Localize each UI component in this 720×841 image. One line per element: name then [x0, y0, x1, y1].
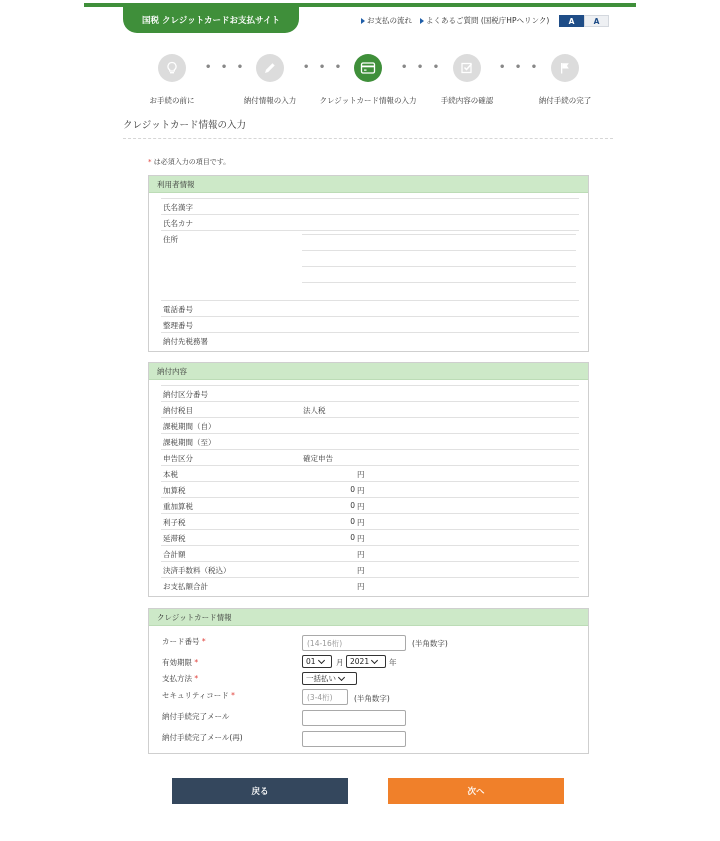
required-note-text: は必須入力の項目です。 [153, 158, 231, 166]
yen-unit: 円 [357, 470, 365, 479]
expiry-month-value: 01 [306, 657, 316, 666]
email-label: 納付手続完了メール [162, 712, 230, 721]
required-note [148, 157, 230, 167]
card-info-panel [148, 608, 589, 754]
row-label: 延滞税 [163, 534, 186, 543]
row-label: 利子税 [163, 518, 186, 527]
month-unit: 月 [336, 658, 344, 667]
row-label: 氏名漢字 [163, 203, 193, 212]
payment-flow-link-label: お支払の流れ [367, 16, 412, 25]
table-row [161, 385, 579, 401]
card-number-hint: (半角数字) [412, 639, 448, 648]
step-separator-dots: • • • [303, 62, 345, 73]
amount-row [161, 561, 579, 577]
row-label: 本税 [163, 470, 178, 479]
page-title: クレジットカード情報の入力 [123, 120, 246, 131]
user-info-heading: 利用者情報 [149, 176, 588, 193]
required-mark: * [148, 158, 152, 166]
required-mark: * [201, 637, 206, 646]
address-line [302, 266, 576, 267]
font-size-small-button[interactable]: A [559, 15, 584, 27]
table-row [161, 433, 579, 449]
step-2-label: 納付情報の入力 [243, 96, 297, 105]
payment-flow-link[interactable] [361, 15, 412, 26]
checklist-icon [460, 61, 474, 75]
yen-unit: 円 [357, 502, 365, 511]
yen-unit: 円 [357, 486, 365, 495]
row-label: 納付区分番号 [163, 390, 208, 399]
triangle-right-icon [361, 18, 365, 24]
security-code-label-text: セキュリティコード [162, 691, 229, 700]
faq-link-label: よくあるご質問 (国税庁HPへリンク) [426, 16, 550, 25]
step-2-circle [256, 54, 284, 82]
amount-row [161, 465, 579, 481]
payment-info-panel [148, 362, 589, 597]
amount-row [161, 513, 579, 529]
yen-unit: 円 [357, 518, 365, 527]
row-label: 納付先税務署 [163, 337, 208, 346]
back-button[interactable]: 戻る [172, 778, 348, 804]
table-row [161, 401, 579, 417]
row-amount: 0 [350, 485, 355, 494]
site-logo-text: 国税 クレジットカードお支払サイト [142, 15, 280, 26]
row-amount: 0 [350, 533, 355, 542]
step-1-circle [158, 54, 186, 82]
email-input[interactable] [302, 710, 406, 726]
step-separator-dots: • • • [205, 62, 247, 73]
step-separator-dots: • • • [499, 62, 541, 73]
table-row [161, 214, 579, 230]
table-row [161, 230, 579, 300]
row-value: 法人税 [303, 406, 326, 415]
table-row [161, 198, 579, 214]
amount-row [161, 577, 579, 593]
security-code-hint: (半角数字) [354, 694, 390, 703]
flag-icon [558, 61, 572, 75]
required-mark: * [231, 691, 235, 700]
row-label: 住所 [163, 235, 178, 244]
amount-row [161, 529, 579, 545]
table-row [161, 332, 579, 348]
lightbulb-icon [165, 61, 179, 75]
amount-row [161, 481, 579, 497]
chevron-down-icon [318, 656, 325, 663]
address-line [302, 250, 576, 251]
required-mark: * [194, 658, 199, 667]
yen-unit: 円 [357, 534, 365, 543]
yen-unit: 円 [357, 550, 365, 559]
title-divider [123, 138, 613, 139]
user-info-panel [148, 175, 589, 352]
step-4-label: 手続内容の確認 [440, 96, 494, 105]
pay-method-label-text: 支払方法 [162, 674, 192, 683]
step-3-circle [354, 54, 382, 82]
security-code-input[interactable] [302, 689, 348, 705]
expiry-year-select[interactable] [346, 655, 386, 668]
table-row [161, 300, 579, 316]
pay-method-value: 一括払い [306, 674, 336, 683]
required-mark: * [194, 674, 199, 683]
chevron-down-icon [371, 656, 378, 663]
yen-unit: 円 [357, 566, 365, 575]
row-label: 課税期間（自） [163, 422, 216, 431]
row-label: 整理番号 [163, 321, 193, 330]
address-line [302, 282, 576, 283]
row-label: 加算税 [163, 486, 186, 495]
security-code-label [162, 690, 235, 701]
email-confirm-input[interactable] [302, 731, 406, 747]
row-label: お支払額合計 [163, 582, 208, 591]
step-4-circle [453, 54, 481, 82]
pay-method-label [162, 673, 198, 684]
card-number-input[interactable] [302, 635, 406, 651]
row-label: 氏名カナ [163, 219, 193, 228]
row-amount: 0 [350, 501, 355, 510]
row-label: 合計額 [163, 550, 186, 559]
next-button[interactable]: 次へ [388, 778, 564, 804]
table-row [161, 316, 579, 332]
card-number-label [162, 636, 206, 647]
step-5-circle [551, 54, 579, 82]
card-number-label-text: カード番号 [162, 637, 200, 646]
expiry-month-select[interactable] [302, 655, 332, 668]
font-size-large-button[interactable]: A [584, 15, 609, 27]
step-separator-dots: • • • [401, 62, 443, 73]
payment-info-heading: 納付内容 [149, 363, 588, 380]
row-label: 重加算税 [163, 502, 193, 511]
expiry-label-text: 有効期限 [162, 658, 192, 667]
header-links [361, 15, 549, 26]
year-unit: 年 [389, 658, 397, 667]
expiry-year-value: 2021 [350, 657, 370, 666]
expiry-label [162, 657, 198, 668]
row-label: 課税期間（至） [163, 438, 216, 447]
step-1-label: お手続の前に [149, 96, 195, 105]
row-amount: 0 [350, 517, 355, 526]
site-logo[interactable] [123, 6, 299, 33]
table-row [161, 417, 579, 433]
row-label: 申告区分 [163, 454, 193, 463]
row-value: 確定申告 [303, 454, 333, 463]
amount-row [161, 545, 579, 561]
row-label: 納付税目 [163, 406, 193, 415]
card-info-heading: クレジットカード情報 [149, 609, 588, 626]
table-row [161, 449, 579, 465]
pay-method-select[interactable] [302, 672, 357, 685]
step-5-label: 納付手続の完了 [538, 96, 592, 105]
pencil-icon [263, 61, 277, 75]
yen-unit: 円 [357, 582, 365, 591]
step-3-label: クレジットカード情報の入力 [319, 96, 417, 105]
row-label: 電話番号 [163, 305, 193, 314]
email-confirm-label: 納付手続完了メール(再) [162, 733, 243, 742]
row-label: 決済手数料（税込） [163, 566, 231, 575]
amount-row [161, 497, 579, 513]
credit-card-icon [360, 61, 376, 75]
triangle-right-icon [420, 18, 424, 24]
address-line [302, 234, 576, 235]
faq-link[interactable] [420, 15, 549, 26]
chevron-down-icon [338, 673, 345, 680]
